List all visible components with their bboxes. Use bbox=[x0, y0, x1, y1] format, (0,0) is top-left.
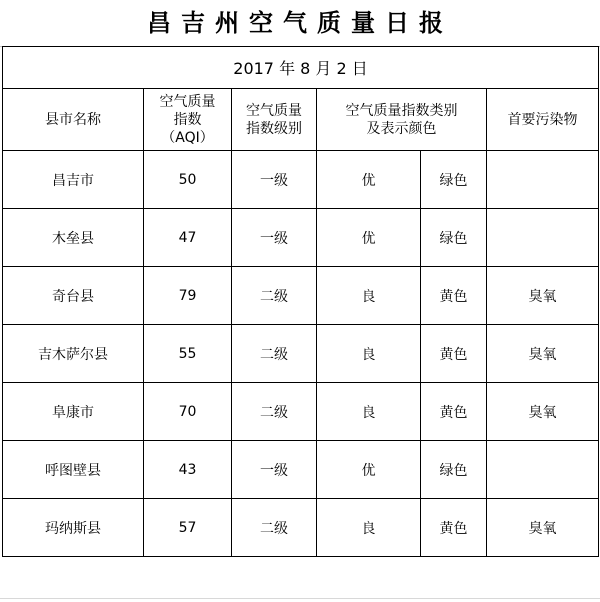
primary-pollutant: 臭氧 bbox=[487, 267, 599, 325]
aqi-level: 一级 bbox=[232, 151, 317, 209]
primary-pollutant bbox=[487, 209, 599, 267]
aqi-value: 55 bbox=[144, 325, 232, 383]
aqi-level: 一级 bbox=[232, 441, 317, 499]
aqi-color: 黄色 bbox=[421, 499, 487, 557]
air-quality-table bbox=[2, 46, 599, 557]
aqi-color: 绿色 bbox=[421, 209, 487, 267]
aqi-value: 57 bbox=[144, 499, 232, 557]
aqi-value: 43 bbox=[144, 441, 232, 499]
report-title: 昌吉州空气质量日报 bbox=[147, 8, 453, 37]
aqi-category: 良 bbox=[317, 325, 421, 383]
aqi-value: 47 bbox=[144, 209, 232, 267]
column-header-category-line1: 空气质量指数类别 bbox=[345, 102, 458, 119]
column-header-level-line2: 指数级别 bbox=[246, 120, 302, 137]
county-name: 呼图壁县 bbox=[3, 441, 144, 499]
aqi-level: 二级 bbox=[232, 325, 317, 383]
aqi-category: 优 bbox=[317, 441, 421, 499]
table-row bbox=[3, 441, 599, 499]
date-row bbox=[3, 47, 599, 89]
aqi-category: 良 bbox=[317, 267, 421, 325]
aqi-color: 黄色 bbox=[421, 383, 487, 441]
county-name: 阜康市 bbox=[3, 383, 144, 441]
column-header-aqi-line2: 指数 bbox=[173, 111, 202, 128]
table-row bbox=[3, 209, 599, 267]
county-name: 吉木萨尔县 bbox=[3, 325, 144, 383]
aqi-category: 优 bbox=[317, 209, 421, 267]
column-header-aqi bbox=[144, 89, 232, 151]
table-row bbox=[3, 499, 599, 557]
county-name: 木垒县 bbox=[3, 209, 144, 267]
county-name: 昌吉市 bbox=[3, 151, 144, 209]
aqi-category: 优 bbox=[317, 151, 421, 209]
column-header-category-line2: 及表示颜色 bbox=[366, 120, 437, 137]
report-date: 2017 年 8 月 2 日 bbox=[3, 47, 599, 89]
bottom-divider bbox=[0, 598, 600, 599]
aqi-value: 50 bbox=[144, 151, 232, 209]
column-header-name: 县市名称 bbox=[3, 89, 144, 151]
aqi-level: 二级 bbox=[232, 383, 317, 441]
primary-pollutant: 臭氧 bbox=[487, 383, 599, 441]
aqi-color: 绿色 bbox=[421, 151, 487, 209]
aqi-value: 70 bbox=[144, 383, 232, 441]
header-row bbox=[3, 89, 599, 151]
table-row bbox=[3, 267, 599, 325]
aqi-category: 良 bbox=[317, 499, 421, 557]
aqi-level: 二级 bbox=[232, 499, 317, 557]
primary-pollutant bbox=[487, 151, 599, 209]
primary-pollutant bbox=[487, 441, 599, 499]
table-row bbox=[3, 325, 599, 383]
table-row bbox=[3, 383, 599, 441]
county-name: 玛纳斯县 bbox=[3, 499, 144, 557]
aqi-level: 一级 bbox=[232, 209, 317, 267]
aqi-level: 二级 bbox=[232, 267, 317, 325]
aqi-value: 79 bbox=[144, 267, 232, 325]
column-header-aqi-line1: 空气质量 bbox=[159, 93, 216, 110]
column-header-pollutant: 首要污染物 bbox=[487, 89, 599, 151]
column-header-category bbox=[317, 89, 487, 151]
column-header-level bbox=[232, 89, 317, 151]
table-row bbox=[3, 151, 599, 209]
aqi-color: 黄色 bbox=[421, 267, 487, 325]
aqi-color: 黄色 bbox=[421, 325, 487, 383]
primary-pollutant: 臭氧 bbox=[487, 499, 599, 557]
primary-pollutant: 臭氧 bbox=[487, 325, 599, 383]
aqi-category: 良 bbox=[317, 383, 421, 441]
column-header-level-line1: 空气质量 bbox=[246, 102, 302, 119]
aqi-color: 绿色 bbox=[421, 441, 487, 499]
column-header-aqi-line3: （AQI） bbox=[161, 129, 214, 146]
county-name: 奇台县 bbox=[3, 267, 144, 325]
